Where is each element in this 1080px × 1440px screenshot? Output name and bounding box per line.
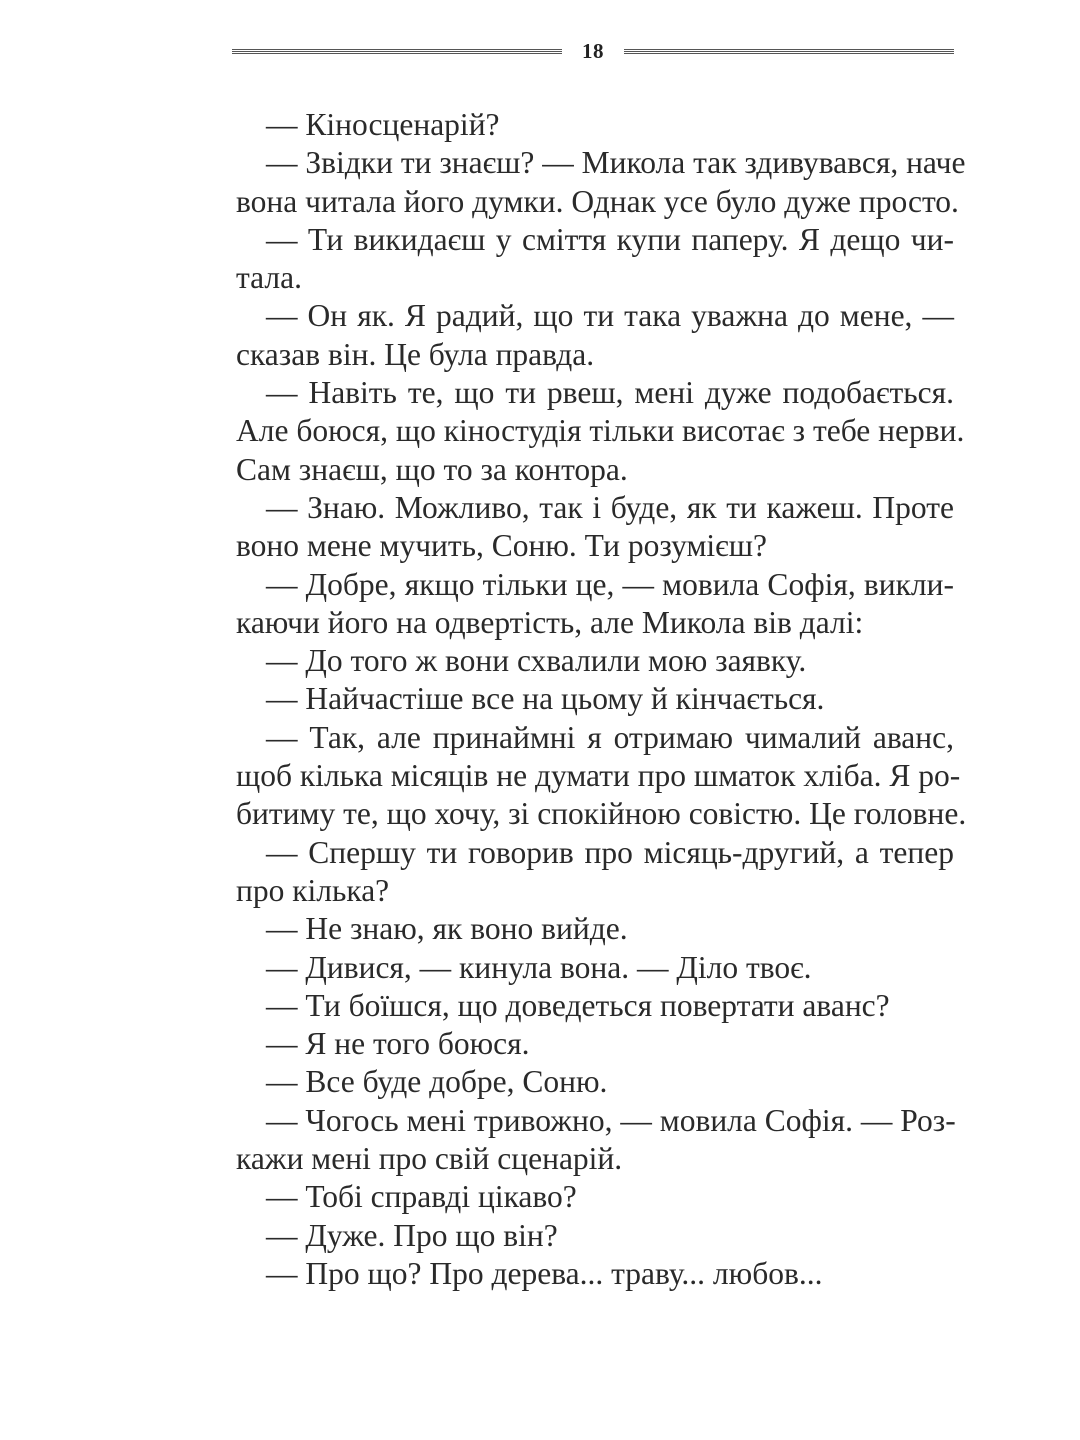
body-text bbox=[236, 106, 967, 1293]
text-line: — Так, але принаймні я отримаю чималий аванс, bbox=[266, 719, 954, 755]
text-line: воно мене мучить, Соню. Ти розумієш? bbox=[236, 528, 767, 564]
text-line: щоб кілька місяців не думати про шматок хліба. Я ро- bbox=[236, 758, 961, 794]
text-line: — До того ж вони схвалили мою заявку. bbox=[266, 643, 807, 679]
text-line: сказав він. Це була правда. bbox=[236, 336, 595, 372]
text-line: — Я не того боюся. bbox=[266, 1026, 530, 1062]
header-rule-left bbox=[232, 49, 562, 54]
text-line: — Ти викидаєш у сміття купи паперу. Я дещо чи- bbox=[266, 221, 954, 257]
text-line: битиму те, що хочу, зі спокійною совістю. Це головне. bbox=[236, 796, 967, 832]
text-line: — Про що? Про дерева... траву... любов... bbox=[266, 1255, 823, 1291]
text-line: — Звідки ти знаєш? — Микола так здивувався, наче bbox=[266, 145, 966, 181]
text-line: вона читала його думки. Однак усе було дуже просто. bbox=[236, 183, 959, 219]
page-header bbox=[232, 36, 954, 66]
text-line: про кілька? bbox=[236, 872, 390, 908]
page-number: 18 bbox=[582, 38, 604, 63]
text-line: — Он як. Я радий, що ти така уважна до мене, — bbox=[266, 298, 954, 334]
text-line: тала. bbox=[236, 260, 302, 296]
text-line: — Кіносценарій? bbox=[266, 107, 500, 142]
text-line: Сам знаєш, що то за контора. bbox=[236, 451, 628, 487]
header-rule-right bbox=[624, 49, 954, 54]
text-line: — Дивися, — кинула вона. — Діло твоє. bbox=[266, 949, 812, 985]
text-line: — Все буде добре, Соню. bbox=[266, 1064, 608, 1100]
text-line: — Навіть те, що ти рвеш, мені дуже подобається. bbox=[266, 375, 954, 411]
text-line: — Не знаю, як воно вийде. bbox=[266, 911, 628, 947]
text-line: каючи його на одвертість, але Микола вів далі: bbox=[236, 604, 864, 640]
text-line: — Чогось мені тривожно, — мовила Софія. — Роз- bbox=[266, 1102, 956, 1138]
text-line: — Найчастіше все на цьому й кінчається. bbox=[266, 681, 825, 717]
text-line: — Спершу ти говорив про місяць-другий, а тепер bbox=[266, 834, 954, 870]
text-line: — Дуже. Про що він? bbox=[266, 1217, 558, 1253]
text-line: — Ти боїшся, що доведеться повертати аванс? bbox=[266, 987, 890, 1023]
text-line: — Добре, якщо тільки це, — мовила Софія, викли- bbox=[266, 566, 954, 602]
text-line: Але боюся, що кіностудія тільки висотає з тебе нерви. bbox=[236, 413, 965, 449]
text-line: кажи мені про свій сценарій. bbox=[236, 1141, 623, 1177]
text-line: — Знаю. Можливо, так і буде, як ти кажеш. Проте bbox=[266, 489, 954, 525]
text-line: — Тобі справді цікаво? bbox=[266, 1179, 577, 1215]
